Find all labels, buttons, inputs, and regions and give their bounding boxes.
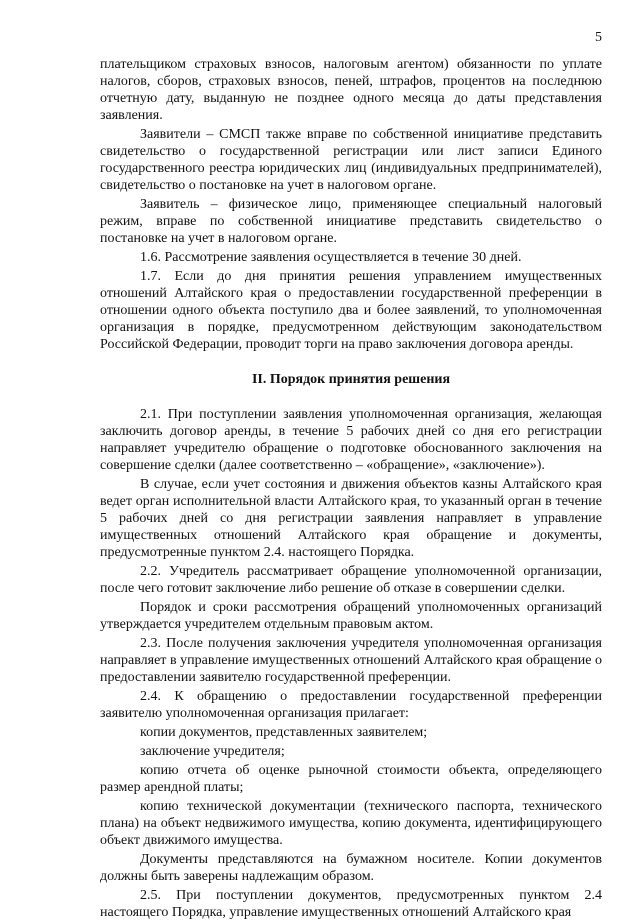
paragraph: 2.5. При поступлении документов, предусмотренных пунктом 2.4 настоящего Порядка, управление имущественных отношений Алтайского края — [100, 888, 602, 920]
paragraph: Документы представляются на бумажном носителе. Копии документов должны быть заверены надлежащим образом. — [100, 852, 602, 884]
paragraph: 1.7. Если до дня принятия решения управлением имущественных отношений Алтайского края о предоставлении государственной преференции в отношении одного объекта поступило два и более заявлений, то уполномоченная организация в порядке, предусмотренном действующим законодательством Российской Федерации, проводит торги на право заключения договора аренды. — [100, 269, 602, 352]
list-item: копии документов, представленных заявителем; — [140, 725, 428, 740]
paragraph: 1.6. Рассмотрение заявления осуществляется в течение 30 дней. — [140, 250, 522, 265]
section-heading: II. Порядок принятия решения — [251, 372, 451, 387]
paragraph: Порядок и сроки рассмотрения обращений уполномоченных организаций утверждается учредителем отдельным правовым актом. — [100, 600, 602, 632]
paragraph: В случае, если учет состояния и движения объектов казны Алтайского края ведет орган исполнительной власти Алтайского края, то указанный орган в течение 5 рабочих дней со дня регистрации заявления направляет в управление имущественных отношений Алтайского края обращение и документы, предусмотренные пунктом 2.4. настоящего Порядка. — [100, 477, 602, 560]
paragraph: 2.1. При поступлении заявления уполномоченная организация, желающая заключить договор аренды, в течение 5 рабочих дней со дня его регистрации направляет учредителю обращение о подготовке обоснованного заключения на совершение сделки (далее соответственно – «обращение», «заключение»). — [100, 407, 602, 473]
paragraph: 2.2. Учредитель рассматривает обращение уполномоченной организации, после чего готовит заключение либо решение об отказе в совершении сделки. — [100, 564, 602, 596]
list-item: заключение учредителя; — [140, 744, 285, 759]
paragraph: 2.4. К обращению о предоставлении государственной преференции заявителю уполномоченная организация прилагает: — [100, 689, 602, 721]
list-item: копию технической документации (технического паспорта, технического плана) на объект недвижимого имущества, копию документа, идентифицирующего объект движимого имущества. — [100, 799, 602, 848]
list-item: копию отчета об оценке рыночной стоимости объекта, определяющего размер арендной платы; — [100, 763, 602, 795]
page-number: 5 — [595, 30, 602, 45]
paragraphs-before — [100, 56, 602, 353]
paragraph: плательщиком страховых взносов, налоговым агентом) обязанности по уплате налогов, сборов, страховых взносов, пеней, штрафов, процентов на последнюю отчетную дату, выданную не позднее одного месяца до даты представления заявления. — [100, 57, 602, 123]
document-body — [100, 56, 602, 923]
paragraph: Заявители – СМСП также вправе по собственной инициативе представить свидетельство о государственной регистрации или лист записи Единого государственного реестра юридических лиц (индивидуальных предпринимателей), свидетельство о постановке на учет в налоговом органе. — [100, 127, 602, 193]
paragraph: Заявитель – физическое лицо, применяющее специальный налоговый режим, вправе по собственной инициативе представить свидетельство о постановке на учет в налоговом органе. — [100, 197, 602, 246]
paragraphs-after — [100, 406, 602, 921]
paragraph: 2.3. После получения заключения учредителя уполномоченная организация направляет в управление имущественных отношений Алтайского края обращение о предоставлении заявителю государственной преференции. — [100, 636, 602, 685]
